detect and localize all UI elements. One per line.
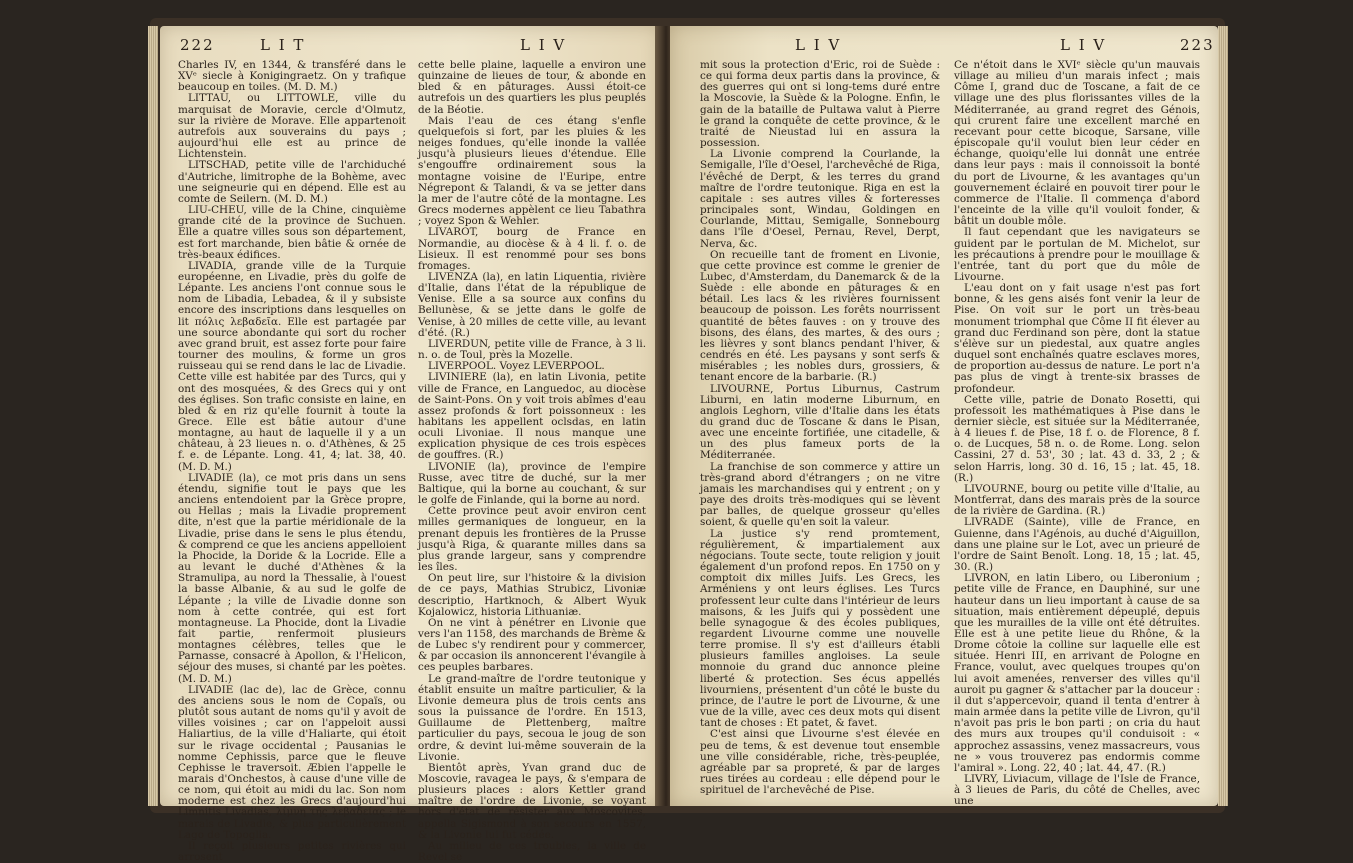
paragraph: LITSCHAD, petite ville de l'archiduché d'Autriche, limitrophe de la Bohème, avec une seigneurie qui en dépend. Elle est au comte de Seilern. (M. D. M.) (178, 159, 406, 205)
paragraph: LIVAROT, bourg de France en Normandie, au diocèse & à 4 li. f. o. de Lisieux. Il est renommé pour ses bons fromages. (418, 226, 646, 272)
left-page-edges (148, 26, 158, 806)
left-page (160, 26, 660, 863)
paragraph: cette belle plaine, laquelle a environ une quinzaine de lieues de tour, & abonde en bled & en pâturages. Aussi étoit-ce autrefois un des quartiers les plus peuplés de la Béotie. (418, 59, 646, 116)
paragraph: LIVOURNE, bourg ou petite ville d'Italie, au Montferrat, dans des marais près de la source de la rivière de Gardina. (R.) (954, 482, 1200, 518)
paragraph: Ce n'étoit dans le XVIᵉ siècle qu'un mauvais village au milieu d'un marais infect ; mais Côme I, grand duc de Toscane, a fait de ce village une des plus florissantes villes de la Méditerranée, au grand regret des Génois, qui crurent faire une excellent marché en recevant pour cette bicoque, Sarsane, ville épiscopale qu'il voulut bien leur céder en échange, quoiqu'elle lui donnât une entrée dans leur pays : mais il connoissoit la bonté du port de Livourne, & les avantages qu'un gouvernement éclairé en pouvoit tirer pour le commerce de l'Italie. Il commença d'abord l'enceinte de la ville qu'il vouloit fonder, & bâtit un double môle. (954, 59, 1200, 228)
paragraph: LIVADIA, grande ville de la Turquie européenne, en Livadie, près du golfe de Lépante. Les anciens l'ont connue sous le nom de Libadia, Lebadea, & il y subsiste encore des inscriptions dans lesquelles on lit πόλις λεβαδεῖα. Elle est partagée par une source abondante qui sort du rocher avec grand bruit, est assez forte pour faire tourner des moulins, & forme un gros ruisseau qui se rend dans le lac de Livadie. Cette ville est habitée par des Turcs, qui y ont des mosquées, & des Grecs qui y ont des églises. Son trafic consiste en laine, en bled & en riz qu'elle fournit à toute la Grece. Elle est bâtie autour d'une montagne, au haut de laquelle il y a un château, à 23 lieues n. o. d'Athènes, & 25 f. e. de Lépante. Long. 41, 4; lat. 38, 40. (M. D. M.) (178, 259, 406, 473)
paragraph: La franchise de son commerce y attire un très-grand abord d'étrangers ; on ne vitre jamais les marchandises qui y entrent ; on y paye des droits très-modiques qui se lèvent par balles, de quelque grosseur qu'elles soient, & quelle qu'en soit la valeur. (700, 460, 940, 529)
paragraph: On peut lire, sur l'histoire & la division de ce pays, Mathias Strubicz, Livoniæ descriptio, Hartknoch, & Albert Wyuk Kojalowicz, historia Lithuaniæ. (418, 572, 646, 618)
paragraph: Il reçoit plusieurs petites rivières qui arrosent (178, 839, 406, 863)
paragraph: L'eau dont on y fait usage n'est pas fort bonne, & les gens aisés font venir la leur de Pise. On voit sur le port un très-beau monument triomphal que Côme II fit élever au grand duc Ferdinand son père, dont la statue s'élève sur un piedestal, aux quatre angles duquel sont enchaînés quatre esclaves mores, de proportion au-dessus de nature. Le port n'a pas plus de vingt à trente-six brasses de profondeur. (954, 282, 1200, 395)
paragraph: LIVADIE (lac de), lac de Grèce, connu des anciens sous le nom de Copaïs, ou plutôt sous autant de noms qu'il y avoit de villes voisines ; car on l'appeloit aussi Haliartius, de la ville d'Haliarte, qui étoit sur le rivage occidental ; Pausanias le nomme Cephissis, parce que le fleuve Cephisse le traversoit. Æbien l'appelle le marais d'Onchestos, à cause d'une ville de ce nom, qui étoit au midi du lac. Son nom moderne est chez les Grecs d'aujourd'hui Limnitis Livadias, λίμνη τῆς λεβαδείας ; le marais de Livadie, & plus particulièrement Lago de Topoglia. (178, 683, 406, 841)
paragraph: LIVRADE (Sainte), ville de France, en Guienne, dans l'Agénois, au duché d'Aiguillon, dans une plaine sur le Lot, avec un prieuré de l'ordre de Saint Benoît. Long. 18, 15 ; lat. 45, 30. (R.) (954, 516, 1200, 574)
paragraph: LIVERPOOL. Voyez LEVERPOOL. (428, 360, 605, 373)
right-page-edges (1218, 26, 1228, 806)
left-column-1 (178, 59, 406, 863)
left-header-right: L I V (520, 36, 567, 54)
paragraph: LIVRY, Liviacum, village de l'Isle de France, à 3 lieues de Paris, du côté de Chelles, avec une (954, 773, 1200, 808)
right-page (670, 26, 1218, 806)
paragraph: La justice s'y rend promtement, régulièrement, & impartialement aux négocians. Toute secte, toute religion y jouit également d'un profond repos. En 1750 on y comptoit dix milles Juifs. Les Grecs, les Arméniens y ont leurs églises. Les Turcs professent leur culte dans l'intérieur de leurs maisons, & les Juifs qui y possèdent une belle synagogue & des écoles publiques, regardent Livourne comme une nouvelle terre promise. Il s'y est d'ailleurs établi plusieurs familles angloises. La seule monnoie du grand duc annonce pleine liberté & protection. Ses écus appellés livourniens, présentent d'un côté le buste du prince, de l'autre le port de Livourne, & une vue de la ville, avec ces deux mots qui disent tant de choses : Et patet, & favet. (700, 527, 940, 730)
paragraph: LIVERDUN, petite ville de France, à 3 li. n. o. de Toul, près la Mozelle. (418, 337, 646, 362)
paragraph: LIVADIE (la), ce mot pris dans un sens étendu, signifie tout le pays que les anciens entendoient par la Grèce propre, ou Hellas ; mais la Livadie proprement dite, n'est que la partie méridionale de la Livadie, prise dans le sens le plus étendu, & comprend ce que les anciens appelloient la Phocide, la Doride & la Locride. Elle a au levant le duché d'Athènes & la Stramulipa, au nord la Thessalie, à l'ouest la basse Albanie, & au sud le golfe de Lépante ; la ville de Livadie donne son nom à cette contrée, qui est fort montagneuse. La Phocide, dont la Livadie fait partie, renfermoit plusieurs montagnes célèbres, telles que le Parnasse, consacré à Apollon, & l'Helicon, séjour des muses, si chanté par les poètes. (M. D. M.) (178, 471, 406, 685)
right-column-2 (954, 59, 1200, 808)
paragraph: LIVRON, en latin Libero, ou Liberonium ; petite ville de France, en Dauphiné, sur une hauteur dans un lieu important à cause de sa situation, mais entièrement dépeuplé, depuis que les murailles de la ville ont été détruites. Elle est à une petite lieue du Rhône, & la Drome côtoie la colline sur laquelle elle est située. Henri III, en arrivant de Pologne en France, voulut, avec quelques troupes qu'on lui avoit amenées, renverser des villes qu'il auroit pu gagner & s'attacher par la douceur : il dut s'appercevoir, quand il tenta d'entrer à main armée dans la petite ville de Livron, qu'il n'avoit pas pris le bon parti ; on cria du haut des murs aux troupes qu'il conduisoit : « approchez assassins, venez massacreurs, vous ne » vous trouverez pas endormis comme l'amiral ». Long. 22, 40 ; lat. 44, 47. (R.) (954, 572, 1200, 774)
paragraph: LIVONIE (la), province de l'empire Russe, avec titre de duché, sur la mer Baltique, qui la borne au couchant, & sur le golfe de Finlande, qui la borne au nord. (418, 460, 646, 507)
paragraph: La Livonie comprend la Courlande, la Semigalle, l'île d'Oesel, l'archevêché de Riga, l'évêché de Derpt, & les terres du grand maître de l'ordre teutonique. Riga en est la capitale : ses autres villes & forteresses principales sont, Windau, Goldingen en Courlande, Mittau, Semigalle, Sonnebourg dans l'île d'Oesel, Pernau, Revel, Derpt, Nerva, &c. (700, 148, 940, 250)
paragraph: LITTAU, ou LITTOWLE, ville du marquisat de Moravie, cercle d'Olmutz, sur la rivière de Morave. Elle appartenoit autrefois aux souverains du pays ; aujourd'hui elle est au prince de Lichtenstein. (178, 92, 406, 161)
right-column-1 (700, 60, 940, 795)
paragraph: mit sous la protection d'Eric, roi de Suède : ce qui forma deux partis dans la province, & des guerres qui ont si long-tems duré entre la Moscovie, la Suède & la Pologne. Enfin, le gain de la bataille de Pultawa valut à Pierre le grand la conquête de cette province, & le traité de Nieustad lui en assura la possession. (700, 59, 940, 150)
right-page-number: 223 (1180, 36, 1215, 54)
left-header-left: L I T (260, 36, 306, 54)
paragraph: LIU-CHEU, ville de la Chine, cinquième grande cité de la province de Suchuen. Elle a quatre villes sous son département, est fort marchande, bien bâtie & ornée de très-beaux édifices. (178, 204, 406, 261)
right-header-right: L I V (1060, 36, 1107, 54)
right-header-left: L I V (795, 36, 842, 54)
paragraph: Mais l'eau de ces étang s'enfle quelquefois si fort, par les pluies & les neiges fondues, qu'elle inonde la vallée jusqu'à plusieurs lieues d'étendue. Elle s'engouffre ordinairement sous la montagne voisine de l'Euripe, entre Négrepont & Talandi, & va se jetter dans la mer de l'autre côté de la montagne. Les Grecs modernes appèlent ce lieu Tabathra ; voyez Spon & Wehler. (418, 114, 646, 228)
paragraph: Il faut cependant que les navigateurs se guident par le portulan de M. Michelot, sur les précautions à prendre pour le mouillage & l'entrée, tant du port que du môle de Livourne. (954, 226, 1200, 283)
paragraph: On recueille tant de froment en Livonie, que cette province est comme le grenier de Lubec, d'Amsterdam, du Danemarck & de la Suède : elle abonde en pâturages & en bétail. Les lacs & les rivières fournissent beaucoup de poisson. Les forêts nourrissent quantité de bêtes fauves : on y trouve des bisons, des élans, des martes, & des ours ; les lièvres y sont blancs pendant l'hiver, & cendrés en été. Les paysans y sont serfs & misérables ; les nobles durs, grossiers, & tenant encore de la barbarie. (R.) (700, 248, 940, 384)
paragraph: Le grand-maître de l'ordre teutonique y établit ensuite un maître particulier, & la Livonie demeura plus de trois cents ans sous la puissance de l'ordre. En 1513, Guillaume de Plettenberg, maître particulier du pays, secoua le joug de son ordre, & devint lui-même souverain de la Livonie. (418, 672, 646, 763)
paragraph: Charles IV, en 1344, & transféré dans le XVᵉ siecle à Konigingraetz. On y trafique beaucoup en toiles. (M. D. M.) (178, 59, 406, 94)
paragraph: LIVENZA (la), en latin Liquentia, rivière d'Italie, dans l'état de la république de Venise. Elle a sa source aux confins du Bellunèse, & se jette dans le golfe de Venise, à 20 milles de cette ville, au levant d'été. (R.) (418, 270, 646, 339)
paragraph: LIVINIERE (la), en latin Livonia, petite ville de France, en Languedoc, au diocèse de Saint-Pons. On y voit trois abîmes d'eau assez profonds & fort poissonneux : les habitans les appellent oclsdas, en latin oculi Livoniae. Il nous manque une explication physique de ces trois espèces de gouffres. (R.) (418, 371, 646, 462)
paragraph: On ne vint à pénétrer en Livonie que vers l'an 1158, des marchands de Brème & de Lubec s'y rendirent pour y commercer, & par occasion ils annoncerent l'évangile à ces peuples barbares. (418, 616, 646, 674)
left-column-2 (418, 59, 646, 863)
paragraph: Cette ville, patrie de Donato Rosetti, qui professoit les mathématiques à Pise dans le dernier siècle, est située sur la Méditerranée, à 4 lieues f. de Pise, 18 f. o. de Florence, 8 f. o. de Lucques, 58 n. o. de Rome. Long. selon Cassini, 27 d. 53', 30 ; lat. 43 d. 33, 2 ; & selon Harris, long. 30 d. 16, 15 ; lat. 45, 18. (R.) (954, 393, 1200, 484)
paragraph: Cette province peut avoir environ cent milles germaniques de longueur, en la prenant depuis les frontières de la Prusse jusqu'à Riga, & quarante milles dans sa plus grande largeur, sans y comprendre les îles. (418, 505, 646, 574)
left-page-number: 222 (180, 36, 215, 54)
paragraph: LIVOURNE, Portus Liburnus, Castrum Liburni, en latin moderne Liburnum, en anglois Leghorn, ville d'Italie dans les états du grand duc de Toscane & dans le Pisan, avec une enceinte fortifiée, une citadelle, & un des plus fameux ports de la Méditerranée. (700, 382, 940, 462)
paragraph: Bientôt après, Yvan grand duc de Moscovie, ravagea le pays, & s'empara de plusieurs places : alors Kettler grand maître de l'ordre de Livonie, se voyant hors d'état de résister aux Moscovites, appella Sigismond à son secours en 1557, & la Livonie lui fut cédée. (418, 761, 646, 841)
paragraph: Au milieu de ces troubles, la ville de Revel se (418, 839, 646, 863)
paragraph: C'est ainsi que Livourne s'est élevée en peu de tems, & est devenue tout ensemble une ville considérable, riche, très-peuplée, agréable par sa propreté, & par de larges rues tirées au cordeau : elle dépend pour le spirituel de l'archevêché de Pise. (700, 728, 940, 797)
